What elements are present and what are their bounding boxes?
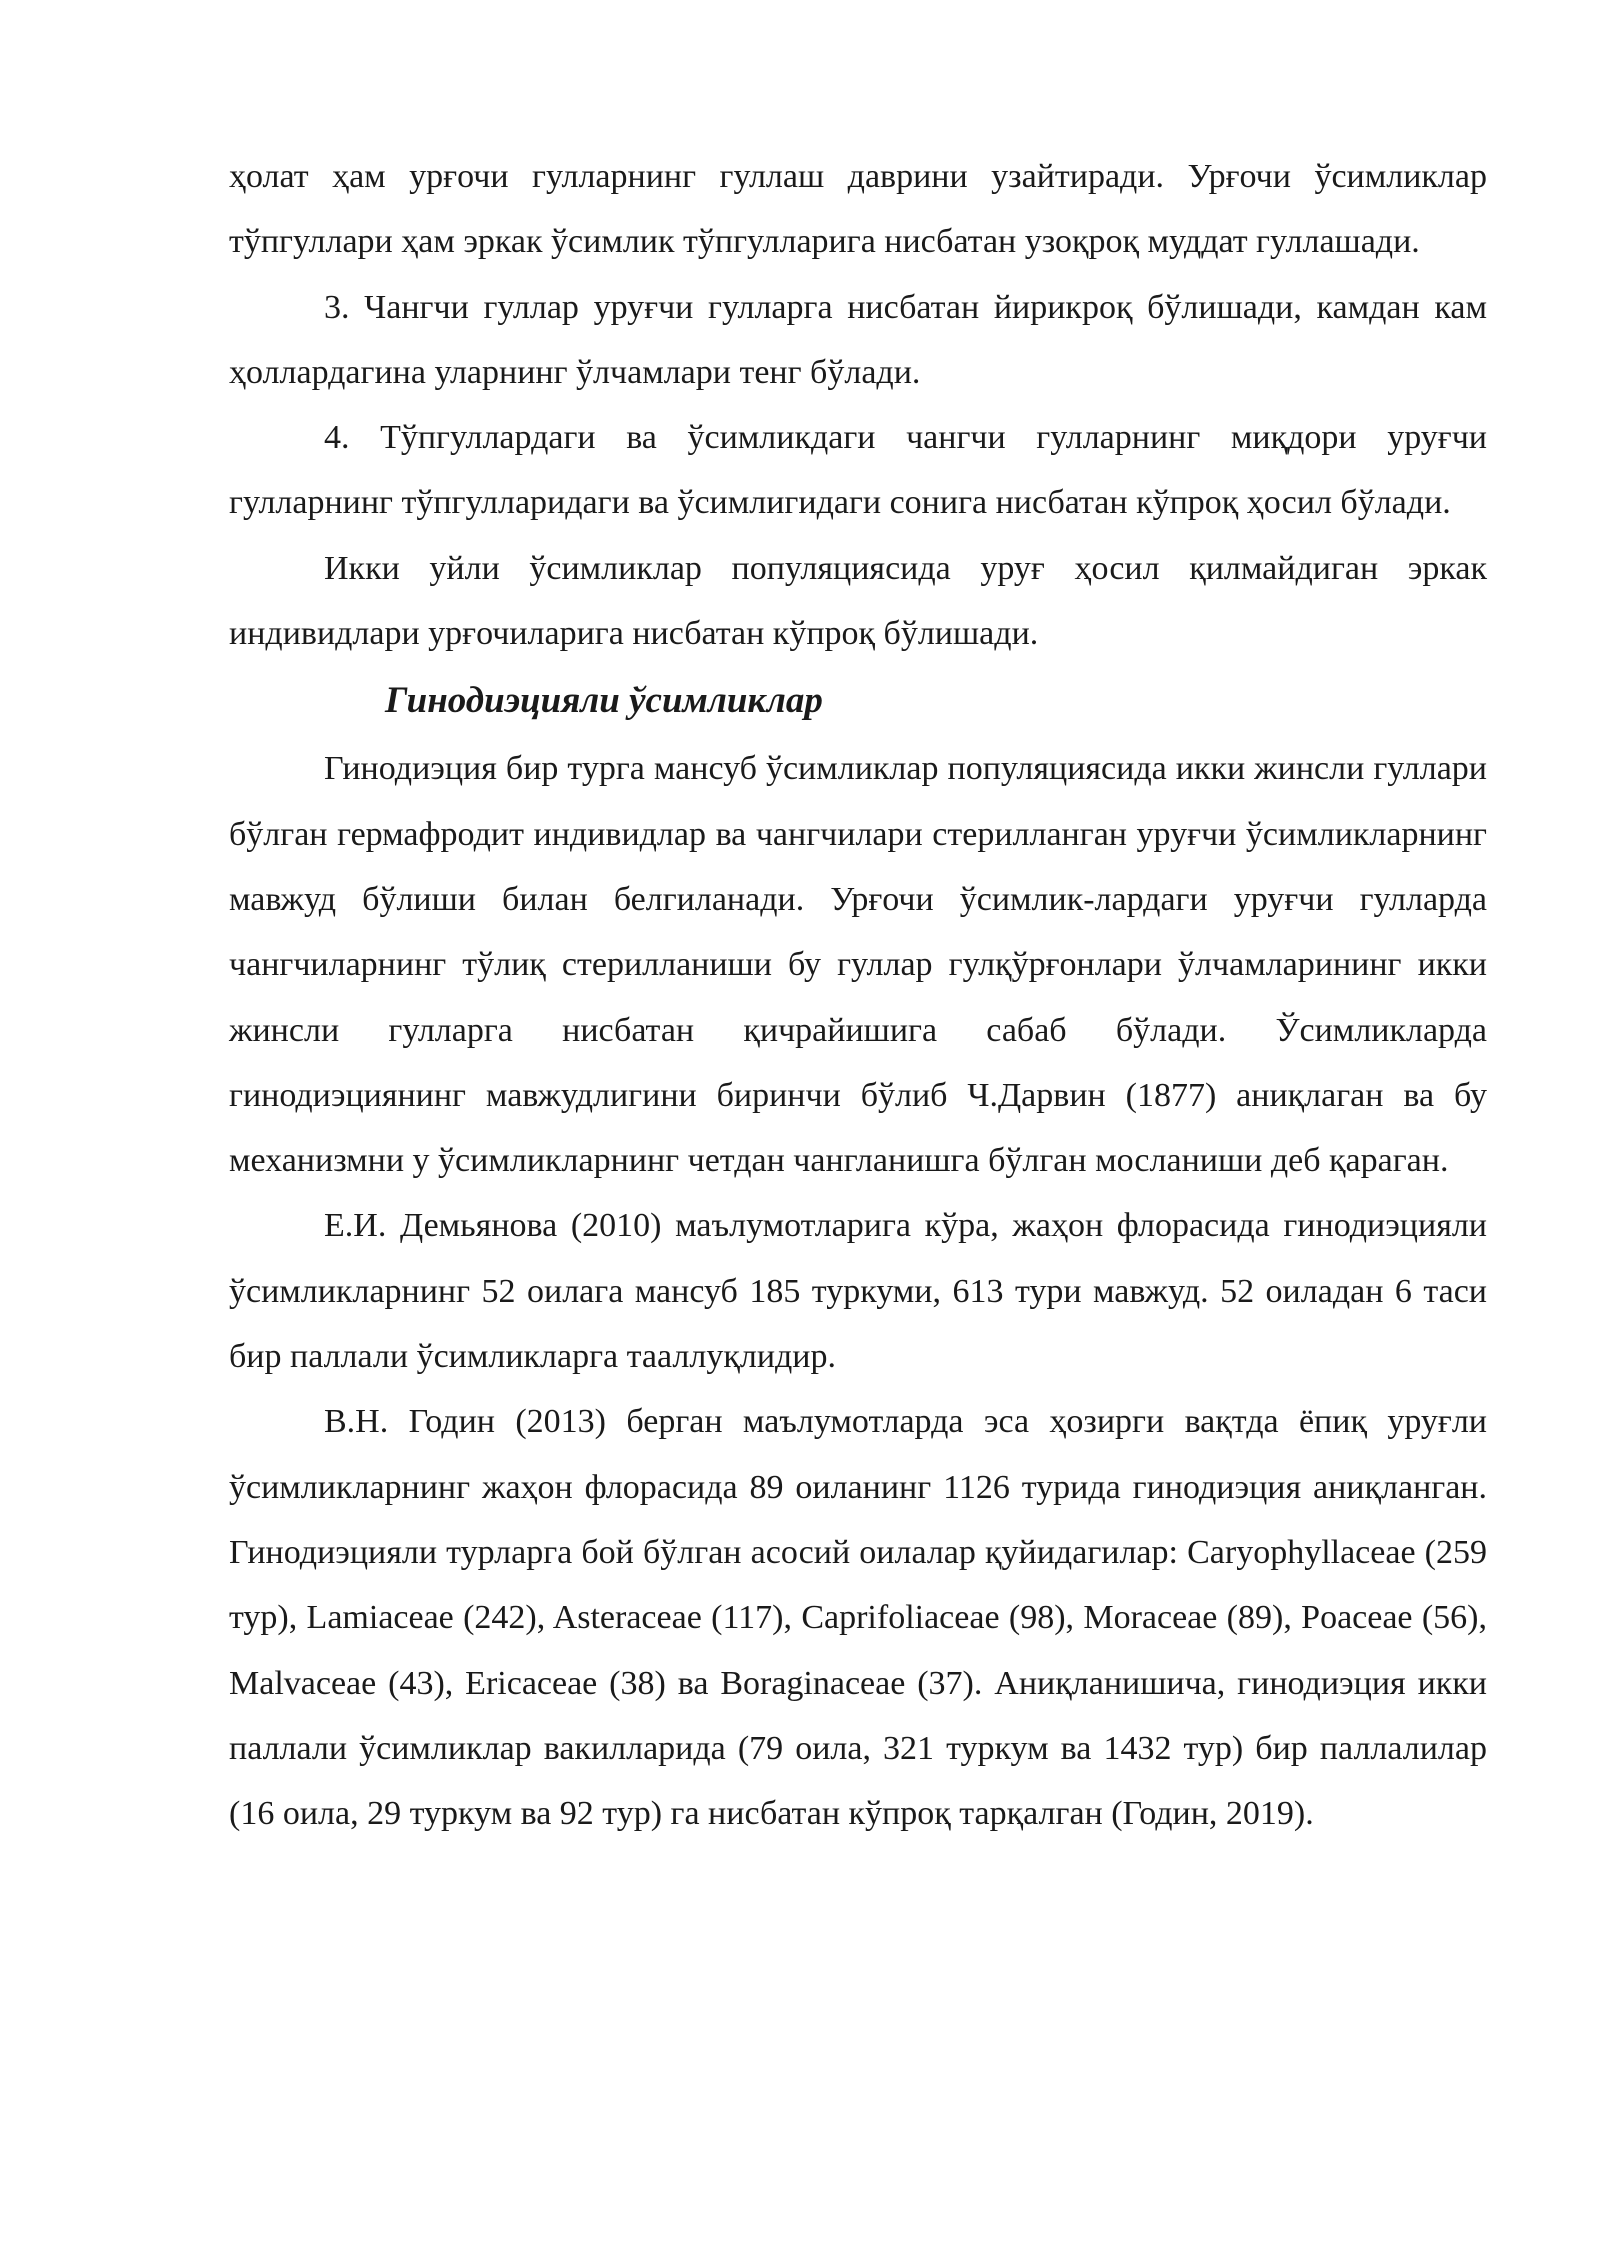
paragraph-demyanova: Е.И. Демьянова (2010) маълумотларига кўра, жаҳон флорасида гинодиэцияли ўсимликларнинг 52 оилага мансуб 185 туркуми, 613 тури мавжуд. 52 оиладан 6 таси бир паллали ўсимликларга тааллуқлидир. <box>229 1207 1487 1376</box>
paragraph-godin: В.Н. Годин (2013) берган маълумотларда эса ҳозирги вақтда ёпиқ уруғли ўсимликларнинг жаҳон флорасида 89 оиланинг 1126 турида гинодиэция аниқланган. Гинодиэцияли турларга бой бўлган асосий оилалар қуйидагилар: Caryophyllaceae (259 тур), Lamiaceae (242), Asteraceae (117), Caprifoliaceae (98), Moraceae (89), Poaceae (56), Malvaceae (43), Ericaceae (38) ва Boraginaceae (37). Аниқланишича, гинодиэция икки паллали ўсимликлар вакилларида (79 оила, 321 туркум ва 1432 тур) бир паллалилар (16 оила, 29 туркум ва 92 тур) га нисбатан кўпроқ тарқалган (Годин, 2019). <box>229 1403 1487 1833</box>
paragraph-point-4: 4. Тўпгуллардаги ва ўсимликдаги чангчи гулларнинг миқдори уруғчи гулларнинг тўпгулларидаги ва ўсимлигидаги сонига нисбатан кўпроқ ҳосил бўлади. <box>229 419 1487 522</box>
paragraph-gynodioecy-definition: Гинодиэция бир турга мансуб ўсимликлар популяциясида икки жинсли гуллари бўлган гермафродит индивидлар ва чангчилари стерилланган уруғчи ўсимликларнинг мавжуд бўлиши билан белгиланади. Урғочи ўсимлик-лардаги уруғчи гулларда чангчиларнинг тўлиқ стерилланиши бу гуллар гулқўрғонлари ўлчамларининг икки жинсли гулларга нисбатан қичрайишига сабаб бўлади. Ўсимликларда гинодиэциянинг мавжудлигини биринчи бўлиб Ч.Дарвин (1877) аниқлаган ва бу механизмни у ўсимликларнинг четдан чангланишга бўлган мосланиши деб қараган. <box>229 750 1487 1180</box>
paragraph-continued: ҳолат ҳам урғочи гулларнинг гуллаш даврини узайтиради. Урғочи ўсимликлар тўпгуллари ҳам эркак ўсимлик тўпгулларига нисбатан узоқроқ муддат гуллашади. <box>229 158 1487 261</box>
paragraph-dioecious-summary: Икки уйли ўсимликлар популяциясида уруғ ҳосил қилмайдиган эркак индивидлари урғочиларига нисбатан кўпроқ бўлишади. <box>229 549 1487 653</box>
page-content <box>229 144 1487 1846</box>
section-heading: Гинодиэцияли ўсимликлар <box>385 680 823 722</box>
paragraph-point-3: 3. Чангчи гуллар уруғчи гулларга нисбатан йирикроқ бўлишади, камдан кам ҳоллардагина уларнинг ўлчамлари тенг бўлади. <box>229 288 1487 391</box>
